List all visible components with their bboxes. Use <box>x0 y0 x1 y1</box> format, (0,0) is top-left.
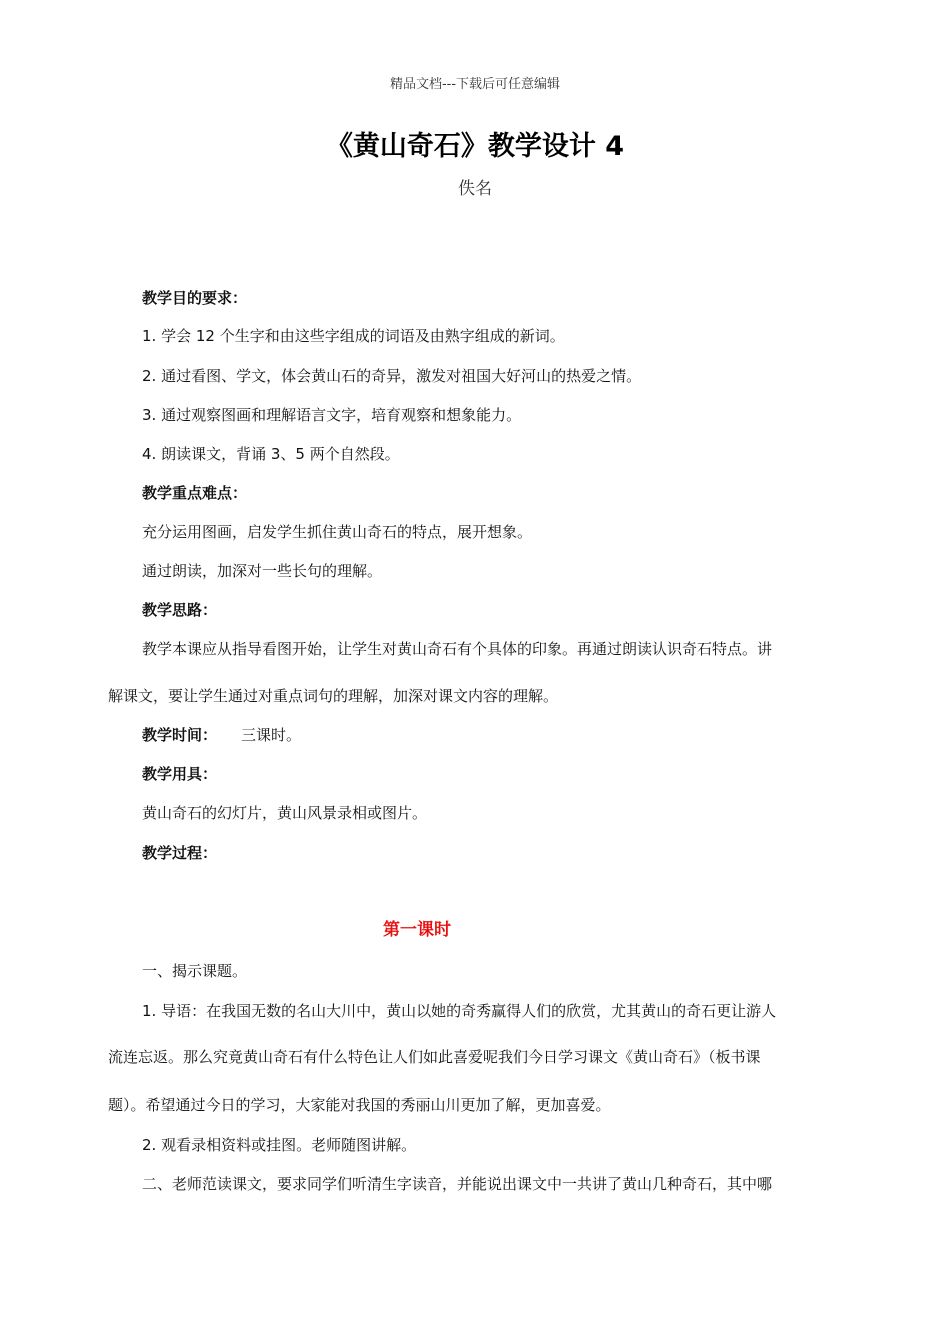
section-heading-materials: 教学用具： <box>142 765 218 783</box>
lesson-step: 二、老师范读课文，要求同学们听清生字读音，并能说出课文中一共讲了黄山几种奇石，其中哪 <box>142 1175 773 1193</box>
document-title: 《黄山奇石》教学设计 4 <box>325 131 625 162</box>
teaching-time-label: 教学时间： <box>142 726 218 744</box>
objective-item: 2. 通过看图、学文，体会黄山石的奇异，激发对祖国大好河山的热爱之情。 <box>142 367 642 385</box>
objective-item: 1. 学会 12 个生字和由这些字组成的词语及由熟字组成的新词。 <box>142 327 565 345</box>
objective-item: 4. 朗读课文，背诵 3、5 两个自然段。 <box>142 445 400 463</box>
document-author: 佚名 <box>458 179 492 199</box>
key-point-item: 通过朗读，加深对一些长句的理解。 <box>142 562 383 580</box>
section-heading-process: 教学过程： <box>142 844 218 862</box>
teaching-time-value: 三课时。 <box>241 726 302 744</box>
teaching-time-row <box>142 723 301 747</box>
approach-line: 教学本课应从指导看图开始，让学生对黄山奇石有个具体的印象。再通过朗读认识奇石特点。讲 <box>142 640 773 658</box>
materials-item: 黄山奇石的幻灯片，黄山风景录相或图片。 <box>142 804 428 822</box>
lesson-paragraph-line: 题）。希望通过今日的学习，大家能对我国的秀丽山川更加了解，更加喜爱。 <box>108 1096 611 1114</box>
lesson-title: 第一课时 <box>383 920 451 940</box>
objective-item: 3. 通过观察图画和理解语言文字，培育观察和想象能力。 <box>142 406 522 424</box>
header-note: 精品文档---下载后可任意编辑 <box>389 77 561 92</box>
key-point-item: 充分运用图画，启发学生抓住黄山奇石的特点，展开想象。 <box>142 523 533 541</box>
lesson-paragraph-line: 流连忘返。那么究竟黄山奇石有什么特色让人们如此喜爱呢我们今日学习课文《黄山奇石》（板书课 <box>108 1048 761 1066</box>
lesson-step: 一、揭示课题。 <box>142 962 248 980</box>
section-heading-approach: 教学思路： <box>142 601 218 619</box>
section-heading-key-points: 教学重点难点： <box>142 484 248 502</box>
lesson-paragraph-line: 1. 导语：在我国无数的名山大川中，黄山以她的奇秀赢得人们的欣赏，尤其黄山的奇石更让游人 <box>142 1002 777 1020</box>
section-heading-objectives: 教学目的要求： <box>142 289 248 307</box>
lesson-paragraph: 2. 观看录相资料或挂图。老师随图讲解。 <box>142 1136 417 1154</box>
approach-line: 解课文，要让学生通过对重点词句的理解，加深对课文内容的理解。 <box>108 687 559 705</box>
